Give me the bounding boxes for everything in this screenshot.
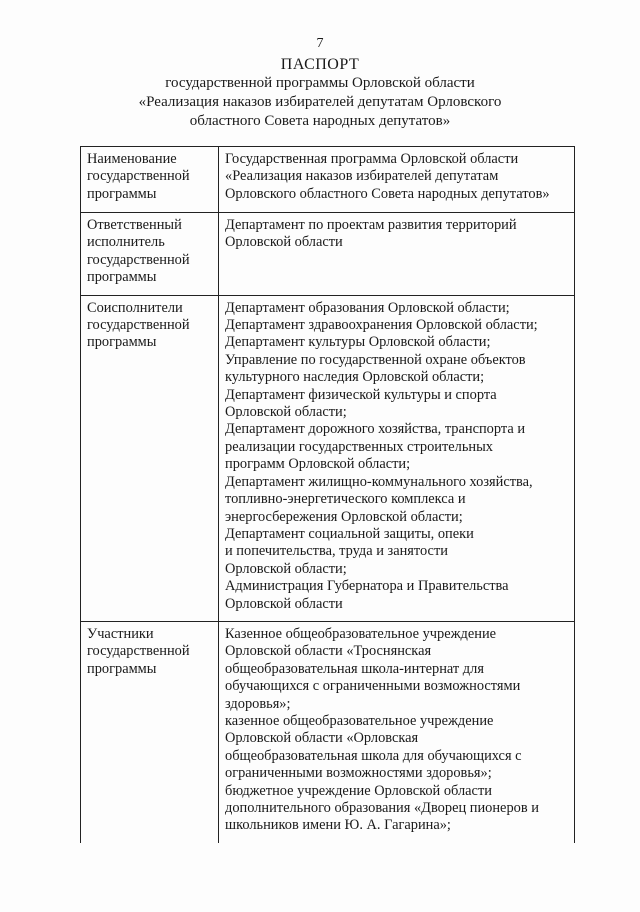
parameter-value-line: здоровья»;	[225, 695, 291, 712]
parameter-value-line: ограниченными возможностями здоровья»;	[225, 765, 492, 782]
document-subtitle-line: государственной программы Орловской области	[165, 75, 475, 91]
parameter-value-line: программ Орловской области;	[225, 456, 411, 473]
parameter-name-line: исполнитель	[87, 234, 165, 251]
document-heading	[0, 55, 640, 131]
parameter-name-cell	[81, 621, 219, 842]
parameter-name-line: программы	[87, 269, 157, 286]
parameter-value-line: Орловской области	[225, 595, 343, 612]
parameter-name-line: Соисполнители	[87, 299, 183, 316]
parameter-name-line: государственной	[87, 168, 190, 185]
parameter-name-line: государственной	[87, 251, 190, 268]
table-row	[81, 295, 575, 621]
parameter-value-cell	[219, 213, 575, 296]
parameter-value-line: Департамент здравоохранения Орловской области;	[225, 317, 538, 334]
parameter-name-line: программы	[87, 334, 157, 351]
parameter-value-line: Департамент по проектам развития территорий	[225, 217, 517, 233]
parameter-value-line: дополнительного образования «Дворец пионеров и	[225, 800, 539, 816]
parameter-name-line: государственной	[87, 643, 190, 660]
parameter-value-line: Орловской области	[225, 234, 343, 251]
parameter-name-line: Наименование	[87, 151, 177, 167]
parameter-name-line: Ответственный	[87, 217, 182, 233]
table-row	[81, 147, 575, 213]
parameter-value-line: общеобразовательная школа для обучающихся с	[225, 747, 522, 764]
parameter-name-line: программы	[87, 660, 157, 677]
parameter-value-line: Орловской области;	[225, 560, 347, 577]
parameter-value-line: Управление по государственной охране объектов	[225, 351, 526, 368]
parameter-value-line: Государственная программа Орловской области	[225, 151, 519, 167]
parameter-value-line: Департамент культуры Орловской области;	[225, 334, 491, 351]
parameter-name-cell	[81, 295, 219, 621]
parameter-value-line: обучающихся с ограниченными возможностями	[225, 678, 521, 695]
parameter-value-line: казенное общеобразовательное учреждение	[225, 712, 494, 729]
parameter-name-cell	[81, 147, 219, 213]
passport-table	[80, 146, 575, 843]
parameter-name-line: программы	[87, 185, 157, 202]
parameter-value-line: «Реализация наказов избирателей депутатам	[225, 168, 499, 185]
parameter-value-line: школьников имени Ю. А. Гагарина»;	[225, 817, 451, 834]
parameter-value-line: общеобразовательная школа-интернат для	[225, 660, 484, 677]
table-row	[81, 621, 575, 842]
parameter-value-cell	[219, 295, 575, 621]
parameter-value-cell	[219, 621, 575, 842]
parameter-value-line: Администрация Губернатора и Правительства	[225, 578, 509, 595]
parameter-value-line: Департамент физической культуры и спорта	[225, 386, 497, 403]
parameter-value-cell	[219, 147, 575, 213]
parameter-name-cell	[81, 213, 219, 296]
parameter-value-line: реализации государственных строительных	[225, 438, 493, 455]
document-subtitle-line: областного Совета народных депутатов»	[189, 113, 451, 129]
parameter-value-line: Орловской области;	[225, 404, 347, 421]
parameter-name-line: государственной	[87, 317, 190, 334]
parameter-value-line: Орловской области «Орловская	[225, 730, 419, 747]
parameter-value-line: культурного наследия Орловской области;	[225, 369, 485, 386]
parameter-value-line: и попечительства, труда и занятости	[225, 543, 448, 560]
page-number: 7	[316, 36, 324, 51]
parameter-value-line: Департамент образования Орловской области;	[225, 299, 510, 316]
document-subtitle-line: «Реализация наказов избирателей депутатам Орловского	[138, 94, 502, 110]
parameter-value-line: Орловского областного Совета народных депутатов»	[225, 185, 550, 202]
parameter-value-line: Департамент жилищно-коммунального хозяйства,	[225, 473, 533, 490]
table-row	[81, 213, 575, 296]
parameter-value-line: Департамент дорожного хозяйства, транспорта и	[225, 421, 526, 438]
parameter-value-line: Казенное общеобразовательное учреждение	[225, 625, 497, 642]
parameter-value-line: Департамент социальной защиты, опеки	[225, 525, 474, 542]
passport-table-body	[81, 147, 575, 843]
parameter-value-line: топливно-энергетического комплекса и	[225, 491, 466, 508]
parameter-value-line: бюджетное учреждение Орловской области	[225, 782, 492, 799]
document-title: ПАСПОРТ	[280, 56, 360, 73]
parameter-value-line: Орловской области «Троснянская	[225, 643, 432, 660]
parameter-value-line: энергосбережения Орловской области;	[225, 508, 463, 525]
parameter-name-line: Участники	[87, 625, 154, 642]
